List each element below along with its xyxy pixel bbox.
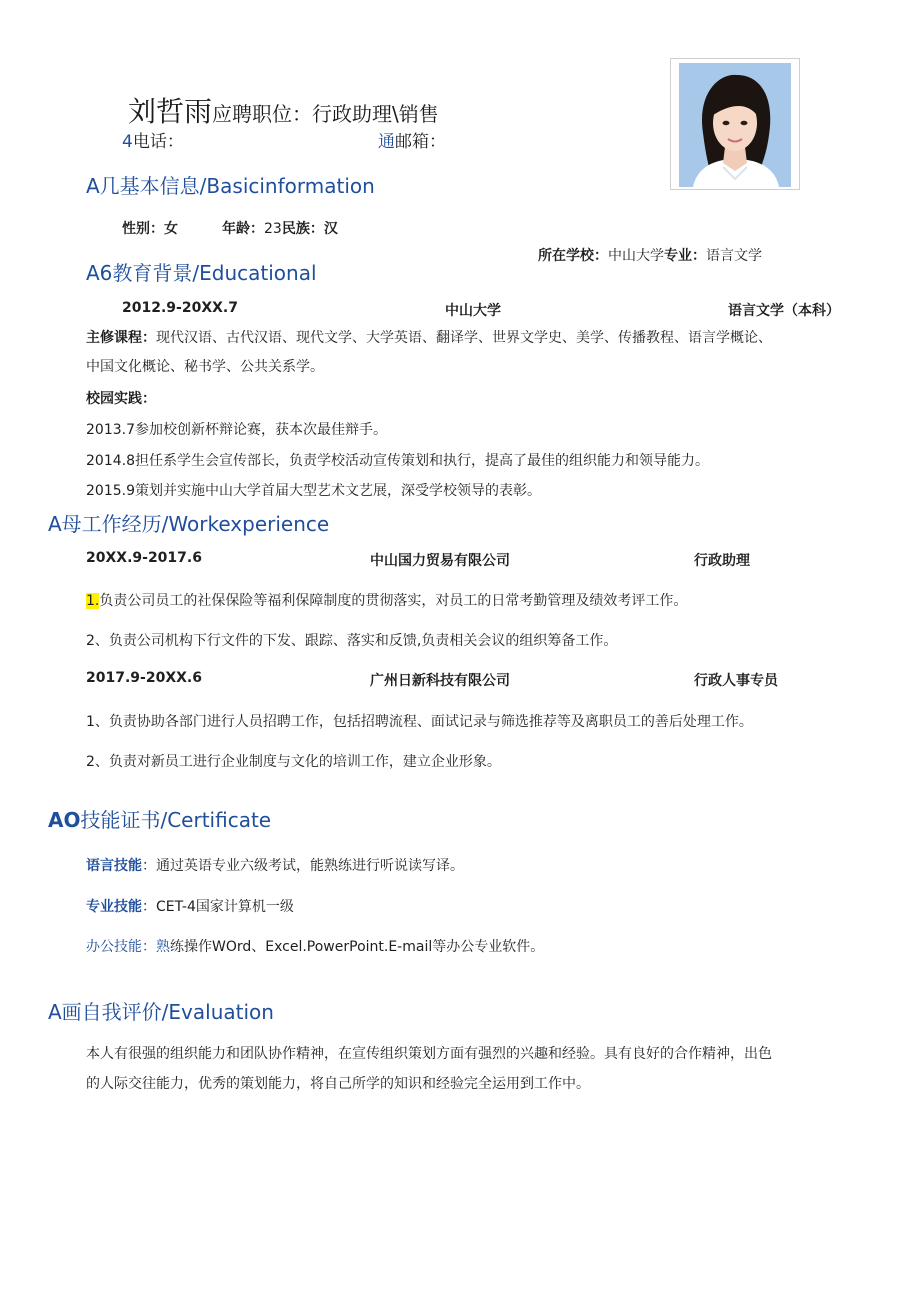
- job-role: 行政助理: [694, 553, 750, 569]
- language-skill-row: [86, 855, 464, 875]
- job-duty: 2、负责对新员工进行企业制度与文化的培训工作，建立企业形象。: [86, 754, 501, 770]
- section-title-work: A母工作经历/Workexperience: [48, 512, 330, 536]
- candidate-name: 刘哲雨: [128, 95, 213, 128]
- job-company: 广州日新科技有限公司: [370, 673, 510, 689]
- school-major-row: [538, 245, 762, 265]
- email-label: 邮箱：: [395, 132, 446, 152]
- school-value: 中山大学: [608, 248, 664, 264]
- professional-skill-row: [86, 896, 294, 916]
- duty-text: 负责公司员工的社保保险等福利保障制度的贯彻落实，对员工的日常考勤管理及绩效考评工作。: [99, 593, 688, 609]
- job-duty: 1、负责协助各部门进行人员招聘工作，包括招聘流程、面试记录与筛选推荐等及离职员工的善后处理工作。: [86, 714, 753, 730]
- phone-prefix: 4: [122, 132, 133, 152]
- age-ethnicity-row: [222, 218, 338, 238]
- basic-info-row: [122, 218, 178, 238]
- office-skill-value: 练操作WOrd、Excel.PowerPoint.E-mail等办公专业软件。: [170, 939, 545, 955]
- job-company: 中山国力贸易有限公司: [370, 553, 510, 569]
- certificate-title-prefix: AO: [48, 808, 81, 832]
- section-title-education: A6教育背景/Educational: [86, 261, 317, 285]
- campus-item: 2013.7参加校创新杯辩论赛，获本次最佳辩手。: [86, 422, 387, 438]
- age-value: 23: [264, 221, 282, 237]
- profile-photo: [679, 63, 791, 187]
- contact-phone: [122, 127, 184, 152]
- language-skill-value: ：通过英语专业六级考试，能熟练进行听说读写译。: [142, 858, 464, 874]
- section-title-evaluation: A画自我评价/Evaluation: [48, 1000, 274, 1024]
- job-duty: [86, 590, 687, 610]
- gender-label: 性别：: [122, 221, 164, 237]
- job-role: 行政人事专员: [694, 673, 778, 689]
- certificate-title: 技能证书/Certificate: [80, 808, 272, 832]
- language-skill-label: 语言技能: [86, 858, 142, 874]
- evaluation-line-1: 本人有很强的组织能力和团队协作精神，在宣传组织策划方面有强烈的兴趣和经验。具有良好的合作精神，出色: [86, 1046, 772, 1062]
- header: [128, 90, 439, 130]
- job-period: 2017.9-20XX.6: [86, 670, 202, 686]
- office-skill-row: [86, 936, 544, 956]
- courses-line-1: [86, 327, 772, 347]
- ethnicity-label: 民族：: [281, 221, 324, 237]
- email-prefix: 通: [378, 132, 395, 152]
- position-text: 应聘职位：行政助理\销售: [212, 102, 439, 126]
- evaluation-line-2: 的人际交往能力，优秀的策划能力，将自己所学的知识和经验完全运用到工作中。: [86, 1076, 590, 1092]
- school-label: 所在学校：: [538, 248, 608, 264]
- age-label: 年龄：: [222, 221, 264, 237]
- campus-item: 2015.9策划并实施中山大学首届大型艺术文艺展，深受学校领导的表彰。: [86, 483, 541, 499]
- campus-label: 校园实践：: [86, 391, 156, 407]
- ethnicity-value: 汉: [323, 221, 338, 237]
- gender-value: 女: [164, 221, 178, 237]
- courses-label: 主修课程：: [86, 330, 156, 346]
- education-period: 2012.9-20XX.7: [122, 300, 238, 316]
- job-duty: 2、负责公司机构下行文件的下发、跟踪、落实和反馈,负责相关会议的组织筹备工作。: [86, 633, 618, 649]
- professional-skill-value: ：CET-4国家计算机一级: [142, 899, 294, 915]
- major-value: 语言文学: [706, 248, 762, 264]
- campus-item: 2014.8担任系学生会宣传部长，负责学校活动宣传策划和执行，提高了最佳的组织能力和领导能力。: [86, 453, 709, 469]
- education-school: 中山大学: [445, 303, 501, 319]
- job-period: 20XX.9-2017.6: [86, 550, 202, 566]
- portrait-illustration: [679, 63, 791, 187]
- education-degree: 语言文学（本科）: [728, 303, 840, 319]
- contact-email: [378, 127, 446, 152]
- courses-text-1: 现代汉语、古代汉语、现代文学、大学英语、翻译学、世界文学史、美学、传播教程、语言学概论、: [156, 330, 772, 346]
- profile-photo-frame: [670, 58, 800, 190]
- office-skill-label: 办公技能：熟: [86, 939, 170, 955]
- section-title-basic: A几基本信息/Basicinformation: [86, 174, 375, 198]
- major-label: 专业：: [664, 248, 706, 264]
- professional-skill-label: 专业技能: [86, 899, 142, 915]
- courses-line-2: 中国文化概论、秘书学、公共关系学。: [86, 359, 324, 375]
- phone-label: 电话：: [132, 132, 184, 152]
- section-title-certificate: [48, 804, 271, 833]
- duty-number-highlight: 1.: [86, 593, 100, 609]
